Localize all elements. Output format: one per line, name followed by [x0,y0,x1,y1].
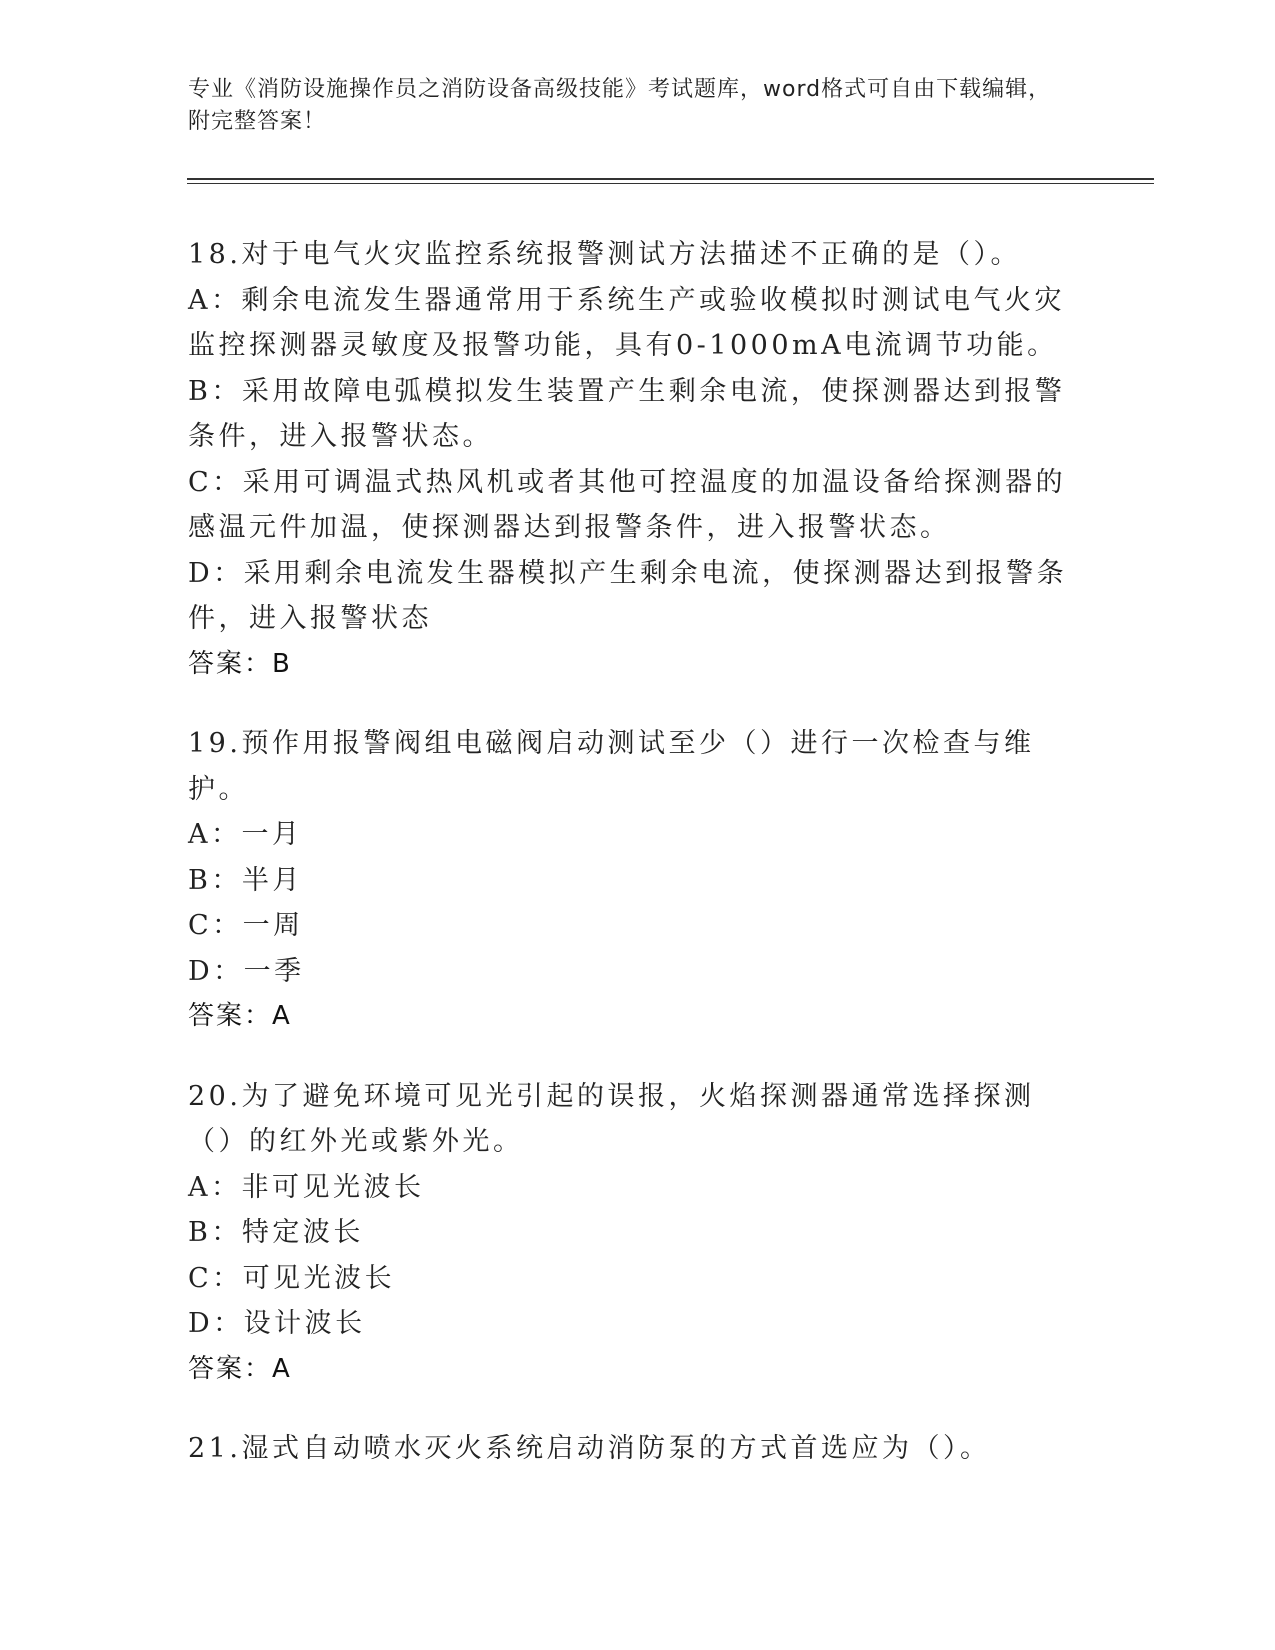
answer-label: 答案：A [188,1353,292,1384]
header-divider-thin [187,183,1154,184]
question-stem: 18.对于电气火灾监控系统报警测试方法描述不正确的是（）。 [188,239,1021,270]
option-c: C：采用可调温式热风机或者其他可控温度的加温设备给探测器的感温元件加温，使探测器达到报警条件，进入报警状态。 [188,466,1067,543]
answer-label: 答案：B [188,648,292,679]
option-b: B：特定波长 [188,1217,364,1248]
option-c: C：可见光波长 [188,1262,396,1294]
question-21 [188,1426,1078,1472]
question-list [188,232,1078,1506]
answer-label: 答案：A [188,1001,292,1031]
header-divider-thick [187,178,1154,180]
page-header [188,74,1068,138]
option-a: A：非可见光波长 [188,1171,425,1203]
option-c: C：一周 [188,910,304,941]
option-d: D：采用剩余电流发生器模拟产生剩余电流，使探测器达到报警条件，进入报警状态 [188,557,1068,634]
question-18 [188,232,1078,687]
option-d: D：设计波长 [188,1308,366,1339]
option-d: D：一季 [188,955,305,987]
question-stem: 20.为了避免环境可见光引起的误报，火焰探测器通常选择探测（）的红外光或紫外光。 [188,1080,1035,1157]
question-stem: 21.湿式自动喷水灭火系统启动消防泵的方式首选应为（）。 [188,1433,991,1464]
option-b: B：半月 [188,864,303,896]
option-a: A：一月 [188,819,303,850]
header-text: 专业《消防设施操作员之消防设备高级技能》考试题库，word格式可自由下载编辑，附完整答案！ [188,77,1052,134]
question-19 [188,721,1078,1040]
question-20 [188,1074,1078,1393]
option-a: A：剩余电流发生器通常用于系统生产或验收模拟时测试电气火灾监控探测器灵敏度及报警功能，具有0-1000mA电流调节功能。 [188,284,1065,361]
option-b: B：采用故障电弧模拟发生装置产生剩余电流，使探测器达到报警条件，进入报警状态。 [188,375,1066,452]
question-stem: 19.预作用报警阀组电磁阀启动测试至少（）进行一次检查与维护。 [188,728,1035,805]
